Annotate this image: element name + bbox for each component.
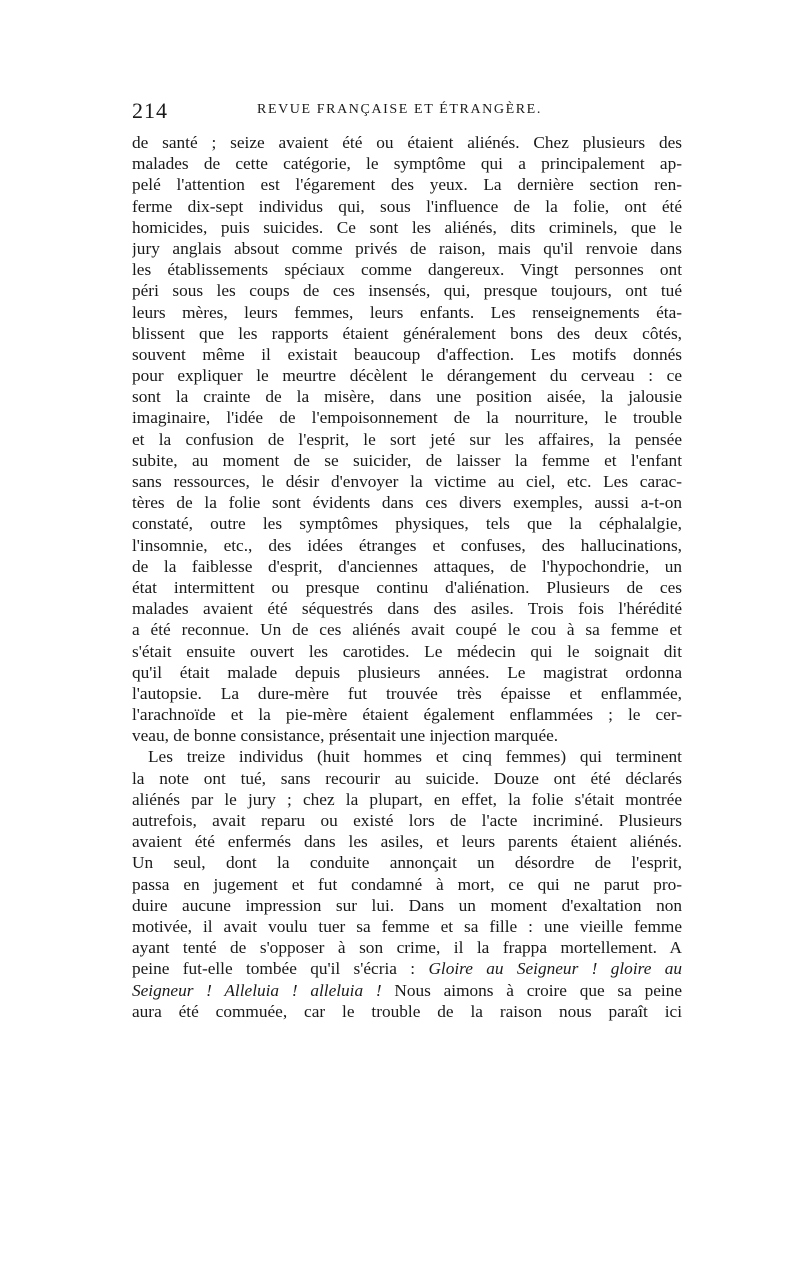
- text-line: aliénés par le jury ; chez la plupart, en effet, la folie s'était montrée: [132, 789, 682, 809]
- italic-exclamation: Gloire au Seigneur ! gloire au: [428, 959, 682, 979]
- text-line: la note ont tué, sans recourir au suicide. Douze ont été déclarés: [132, 768, 682, 788]
- text-line: [132, 958, 682, 979]
- text-line: autrefois, avait reparu ou existé lors de l'acte incriminé. Plusieurs: [132, 811, 682, 830]
- page-number: 214: [132, 98, 168, 123]
- text-line: Les treize individus (huit hommes et cinq femmes) qui terminent: [148, 747, 682, 767]
- text-line: sont la crainte de la misère, dans une position aisée, la jalousie: [132, 387, 682, 407]
- text-line: et la confusion de l'esprit, le sort jeté sur les affaires, la pensée: [132, 429, 682, 449]
- book-page: [132, 98, 682, 1022]
- text-line: qu'il était malade depuis plusieurs années. Le magistrat ordonna: [132, 662, 682, 682]
- text-line: malades de cette catégorie, le symptôme qui a principalement ap-: [132, 154, 682, 174]
- text-line: tères de la folie sont évidents dans ces divers exemples, aussi a-t-on: [132, 493, 682, 513]
- text-line: blissent que les rapports étaient généralement bons des deux côtés,: [132, 323, 682, 343]
- text-line: jury anglais absout comme privés de raison, mais qu'il renvoie dans: [132, 238, 682, 258]
- text-line: état intermittent ou presque continu d'aliénation. Plusieurs de ces: [132, 577, 682, 597]
- text-line: l'insomnie, etc., des idées étranges et confuses, des hallucinations,: [132, 535, 682, 555]
- text-line: pour expliquer le meurtre décèlent le dérangement du cerveau : ce: [132, 366, 682, 386]
- text-line: souvent même il existait beaucoup d'affection. Les motifs donnés: [132, 344, 682, 364]
- text-line: [132, 980, 682, 1001]
- text-line: imaginaire, l'idée de l'empoisonnement de la nourriture, le trouble: [132, 408, 682, 428]
- text-fragment: peine fut-elle tombée qu'il s'écria :: [132, 959, 416, 979]
- running-head: [132, 98, 682, 128]
- text-line: de la faiblesse d'esprit, d'anciennes attaques, de l'hypochondrie, un: [132, 556, 682, 576]
- text-line: motivée, il avait voulu tuer sa femme et sa fille : une vieille femme: [132, 916, 682, 936]
- text-line: duire aucune impression sur lui. Dans un moment d'exaltation non: [132, 895, 682, 915]
- text-line: ferme dix-sept individus qui, sous l'influence de la folie, ont été: [132, 196, 682, 216]
- text-line: leurs mères, leurs femmes, leurs enfants. Les renseignements éta-: [132, 302, 682, 322]
- text-line: passa en jugement et fut condamné à mort, ce qui ne parut pro-: [132, 874, 682, 894]
- text-line: les établissements spéciaux comme dangereux. Vingt personnes ont: [132, 260, 682, 280]
- text-line: avaient été enfermés dans les asiles, et leurs parents étaient aliénés.: [132, 832, 682, 852]
- italic-exclamation: Seigneur ! Alleluia ! alleluia !: [132, 980, 382, 1000]
- running-title: REVUE FRANÇAISE ET ÉTRANGÈRE.: [257, 102, 542, 117]
- text-line: péri sous les coups de ces insensés, qui, presque toujours, ont tué: [132, 281, 682, 301]
- text-line: a été reconnue. Un de ces aliénés avait coupé le cou à sa femme et: [132, 620, 682, 640]
- text-line: malades avaient été séquestrés dans des asiles. Trois fois l'hérédité: [132, 599, 682, 619]
- text-line: homicides, puis suicides. Ce sont les aliénés, dits criminels, que le: [132, 217, 682, 237]
- text-line: veau, de bonne consistance, présentait une injection marquée.: [132, 726, 559, 746]
- text-line: sans ressources, le désir d'envoyer la victime au ciel, etc. Les carac-: [132, 472, 682, 491]
- text-fragment: Nous aimons à croire que sa peine: [394, 980, 682, 1000]
- text-line: ayant tenté de s'opposer à son crime, il la frappa mortellement. A: [132, 938, 682, 958]
- body-text: [132, 132, 682, 1022]
- text-line: constaté, outre les symptômes physiques, tels que la céphalalgie,: [132, 514, 682, 534]
- text-line: aura été commuée, car le trouble de la raison nous paraît ici: [132, 1001, 682, 1021]
- text-line: de santé ; seize avaient été ou étaient aliénés. Chez plusieurs des: [132, 133, 682, 152]
- text-line: subite, au moment de se suicider, de laisser la femme et l'enfant: [132, 450, 682, 470]
- text-line: pelé l'attention est l'égarement des yeux. La dernière section ren-: [132, 175, 682, 195]
- text-line: Un seul, dont la conduite annonçait un désordre de l'esprit,: [132, 853, 682, 873]
- text-line: s'était ensuite ouvert les carotides. Le médecin qui le soignait dit: [132, 641, 682, 661]
- text-line: l'autopsie. La dure-mère fut trouvée très épaisse et enflammée,: [132, 683, 682, 703]
- text-line: l'arachnoïde et la pie-mère étaient également enflammées ; le cer-: [132, 705, 682, 725]
